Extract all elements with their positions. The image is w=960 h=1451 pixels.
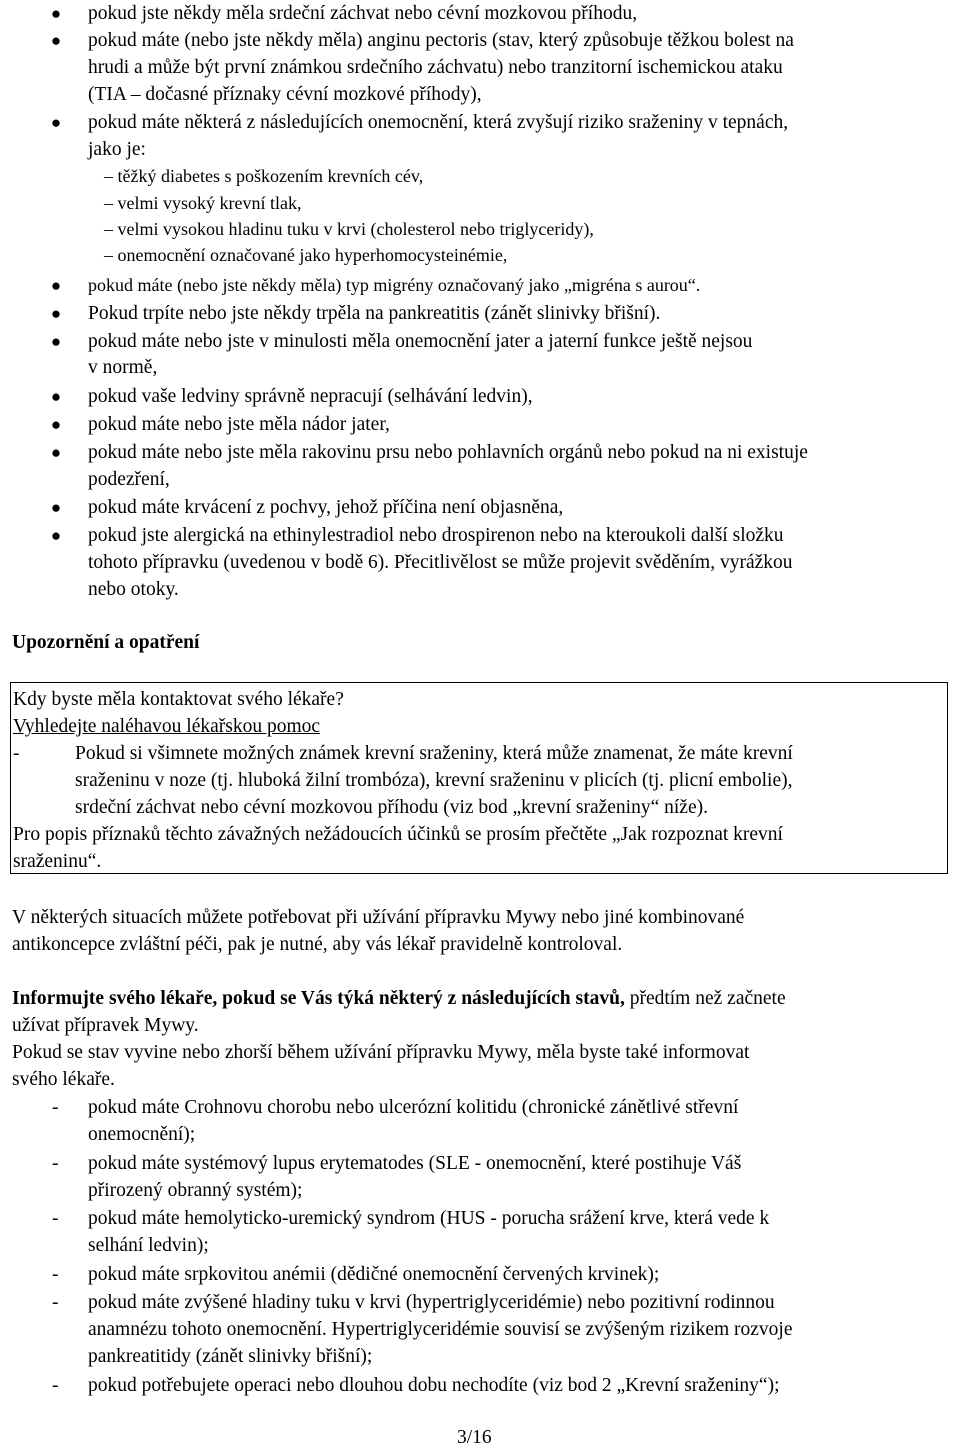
warning-box [10,682,948,874]
box-note-line: sraženinu“. [13,851,102,872]
dash-marker: - [52,1264,59,1285]
dash-marker: - [52,1208,59,1229]
box-dash-line: srdeční záchvat nebo cévní mozkovou příhodu (viz bod „krevní sraženiny“ níže). [75,797,708,818]
urgent-help-heading: Vyhledejte naléhavou lékařskou pomoc [13,716,321,737]
list-item: pokud máte Crohnovu chorobu nebo ulcerózní kolitidu (chronické zánětlivé střevní [88,1097,739,1118]
list-item: pokud máte (nebo jste někdy měla) typ migrény označovaný jako „migréna s aurou“. [88,275,701,295]
inform-rest: předtím než začnete [624,988,786,1009]
bullet-icon: ● [50,443,62,462]
bullet-icon: ● [50,332,62,351]
sub-item: – těžký diabetes s poškozením krevních cév, [104,166,424,186]
bullet-icon: ● [50,113,62,132]
dash-marker: - [13,743,20,764]
list-item-cont: onemocnění); [88,1124,196,1145]
inform-line: svého lékaře. [12,1069,115,1090]
list-item-cont: hrudi a může být první známkou srdečního záchvatu) nebo tranzitorní ischemickou ataku [88,57,783,78]
list-item-cont: (TIA – dočasné příznaky cévní mozkové příhody), [88,84,482,105]
box-question: Kdy byste měla kontaktovat svého lékaře? [13,689,344,710]
sub-item: – onemocnění označované jako hyperhomocysteinémie, [104,245,508,265]
list-item: pokud máte srpkovitou anémii (dědičné onemocnění červených krvinek); [88,1264,660,1285]
bullet-icon: ● [50,498,62,517]
list-item: pokud vaše ledviny správně nepracují (selhávání ledvin), [88,386,533,407]
list-item-cont: pankreatitidy (zánět slinivky břišní); [88,1346,373,1367]
dash-marker: - [52,1153,59,1174]
dash-marker: - [52,1375,59,1396]
list-item-cont: podezření, [88,469,170,490]
dash-marker: - [52,1097,59,1118]
list-item-cont: tohoto přípravku (uvedenou v bodě 6). Přecitlivělost se může projevit svěděním, vyrážkou [88,552,793,573]
bullet-icon: ● [50,31,62,50]
list-item-cont: anamnézu tohoto onemocnění. Hypertriglyceridémie souvisí se zvýšeným rizikem rozvoje [88,1319,793,1340]
paragraph-line: antikoncepce zvláštní péči, pak je nutné, aby vás lékař pravidelně kontroloval. [12,934,623,955]
sub-item: – velmi vysokou hladinu tuku v krvi (cholesterol nebo triglyceridy), [104,219,594,239]
bullet-icon: ● [50,4,62,23]
list-item: pokud máte nebo jste měla rakovinu prsu nebo pohlavních orgánů nebo pokud na ni existuje [88,442,808,463]
list-item-cont: přirozený obranný systém); [88,1180,303,1201]
list-item-cont: jako je: [88,139,146,160]
box-dash-line: sraženinu v noze (tj. hluboká žilní trombóza), krevní sraženinu v plicích (tj. plicní embolie), [75,770,793,791]
list-item: pokud jste někdy měla srdeční záchvat nebo cévní mozkovou příhodu, [88,3,638,24]
list-item-cont: nebo otoky. [88,579,179,600]
list-item: pokud máte (nebo jste někdy měla) anginu pectoris (stav, který způsobuje těžkou bolest na [88,30,794,51]
paragraph-line: V některých situacích můžete potřebovat při užívání přípravku Mywy nebo jiné kombinované [12,907,745,928]
list-item: pokud potřebujete operaci nebo dlouhou dobu nechodíte (viz bod 2 „Krevní sraženiny“); [88,1375,780,1396]
list-item: pokud máte systémový lupus erytematodes (SLE - onemocnění, které postihuje Váš [88,1153,742,1174]
list-item: Pokud trpíte nebo jste někdy trpěla na pankreatitis (zánět slinivky břišní). [88,303,661,324]
bullet-icon: ● [50,415,62,434]
inform-bold: Informujte svého lékaře, pokud se Vás týká některý z následujících stavů, [12,988,625,1009]
dash-marker: - [52,1292,59,1313]
list-item: pokud jste alergická na ethinylestradiol nebo drospirenon nebo na kteroukoli další složku [88,525,784,546]
box-dash-line: Pokud si všimnete možných známek krevní sraženiny, která může znamenat, že máte krevní [75,743,793,764]
bullet-icon: ● [50,304,62,323]
page-number: 3/16 [457,1427,492,1448]
list-item: pokud máte některá z následujících onemocnění, která zvyšují riziko sraženiny v tepnách, [88,112,789,133]
list-item: pokud máte nebo jste měla nádor jater, [88,414,390,435]
list-item-cont: selhání ledvin); [88,1235,209,1256]
list-item-cont: v normě, [88,357,158,378]
inform-line: Pokud se stav vyvine nebo zhorší během užívání přípravku Mywy, měla byste také informovat [12,1042,750,1063]
bullet-icon: ● [50,276,62,295]
list-item: pokud máte zvýšené hladiny tuku v krvi (hypertriglyceridémie) nebo pozitivní rodinnou [88,1292,775,1313]
list-item: pokud máte nebo jste v minulosti měla onemocnění jater a jaterní funkce ještě nejsou [88,331,753,352]
box-note-line: Pro popis příznaků těchto závažných nežádoucích účinků se prosím přečtěte „Jak rozpoznat krevní [13,824,783,845]
inform-line: užívat přípravek Mywy. [12,1015,199,1036]
list-item: pokud máte krvácení z pochvy, jehož příčina není objasněna, [88,497,564,518]
bullet-icon: ● [50,526,62,545]
sub-item: – velmi vysoký krevní tlak, [104,193,302,213]
inform-line [12,985,786,1012]
bullet-icon: ● [50,387,62,406]
list-item: pokud máte hemolyticko-uremický syndrom (HUS - porucha srážení krve, která vede k [88,1208,770,1229]
section-title: Upozornění a opatření [12,632,200,653]
